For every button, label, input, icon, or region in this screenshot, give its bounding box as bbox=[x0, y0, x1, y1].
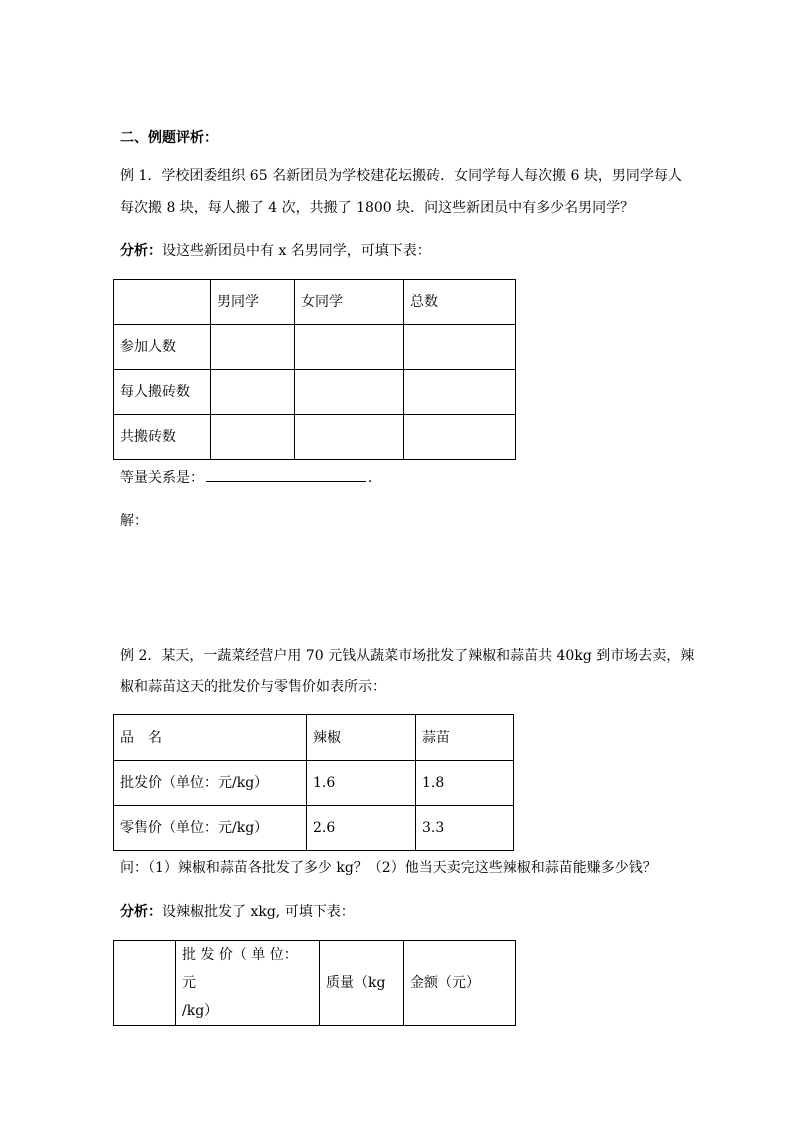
table-row bbox=[114, 415, 516, 460]
table-header-cell bbox=[114, 280, 211, 325]
relation-end: ． bbox=[368, 470, 382, 486]
row-label: 批发价（单位：元/kg） bbox=[114, 761, 307, 806]
table-cell bbox=[404, 370, 516, 415]
example1-table bbox=[113, 279, 516, 460]
row-label: 参加人数 bbox=[114, 325, 211, 370]
row-label: 每人搬砖数 bbox=[114, 370, 211, 415]
table-cell: 2.6 bbox=[307, 806, 416, 851]
analysis-label: 分析： bbox=[120, 243, 162, 259]
equal-relation-line bbox=[120, 467, 382, 488]
example1-text-line2: 每次搬 8 块，每人搬了 4 次，共搬了 1800 块．问这些新团员中有多少名男同学？ bbox=[120, 200, 635, 216]
analysis-text: 设辣椒批发了 xkg, 可填下表： bbox=[162, 904, 355, 920]
table-header-cell: 总数 bbox=[404, 280, 516, 325]
table-row bbox=[114, 761, 514, 806]
table-cell bbox=[211, 370, 295, 415]
table-cell bbox=[404, 415, 516, 460]
example2-price-table bbox=[113, 714, 514, 851]
example1-analysis bbox=[120, 241, 431, 261]
table-header-cell: 蒜苗 bbox=[416, 715, 514, 761]
table-header-cell: 男同学 bbox=[211, 280, 295, 325]
example1-text-line1: 例 1．学校团委组织 65 名新团员为学校建花坛搬砖．女同学每人每次搬 6 块，男同学每人 bbox=[120, 168, 682, 184]
table-header-cell bbox=[114, 941, 176, 1026]
table-row bbox=[114, 325, 516, 370]
table-row bbox=[114, 370, 516, 415]
table-header-row bbox=[114, 715, 514, 761]
table-row bbox=[114, 806, 514, 851]
example2-analysis bbox=[120, 902, 355, 922]
table-cell: 1.6 bbox=[307, 761, 416, 806]
analysis-label: 分析： bbox=[120, 904, 162, 920]
example2-fill-table bbox=[113, 940, 516, 1026]
example2-question: 问：（1）辣椒和蒜苗各批发了多少 kg？（2）他当天卖完这些辣椒和蒜苗能赚多少钱？ bbox=[120, 860, 657, 876]
header-text-line2: /kg） bbox=[182, 1003, 219, 1019]
analysis-text: 设这些新团员中有 x 名男同学，可填下表： bbox=[162, 243, 431, 259]
table-header-cell: 辣椒 bbox=[307, 715, 416, 761]
row-label: 共搬砖数 bbox=[114, 415, 211, 460]
table-cell: 1.8 bbox=[416, 761, 514, 806]
table-header-cell: 金额（元） bbox=[404, 941, 516, 1026]
example2-text-line1: 例 2．某天，一蔬菜经营户用 70 元钱从蔬菜市场批发了辣椒和蒜苗共 40kg 到市场去卖，辣 bbox=[120, 648, 695, 664]
table-cell bbox=[295, 325, 404, 370]
table-header-cell: 质量（kg bbox=[320, 941, 404, 1026]
table-cell bbox=[295, 415, 404, 460]
table-header-cell: 女同学 bbox=[295, 280, 404, 325]
table-header-row bbox=[114, 941, 516, 1026]
table-cell bbox=[211, 325, 295, 370]
solution-label: 解： bbox=[120, 513, 148, 529]
header-text-line1: 批 发 价（ 单 位： 元 bbox=[182, 947, 298, 991]
table-cell: 3.3 bbox=[416, 806, 514, 851]
section-title: 二、例题评析： bbox=[120, 130, 218, 146]
table-header-cell bbox=[176, 941, 320, 1026]
table-cell bbox=[211, 415, 295, 460]
table-cell bbox=[404, 325, 516, 370]
table-cell bbox=[295, 370, 404, 415]
relation-label: 等量关系是： bbox=[120, 470, 204, 486]
row-label: 零售价（单位：元/kg） bbox=[114, 806, 307, 851]
table-header-row bbox=[114, 280, 516, 325]
example2-text-line2: 椒和蒜苗这天的批发价与零售价如表所示： bbox=[120, 679, 386, 695]
table-header-cell: 品 名 bbox=[114, 715, 307, 761]
fill-in-blank[interactable] bbox=[206, 467, 366, 482]
